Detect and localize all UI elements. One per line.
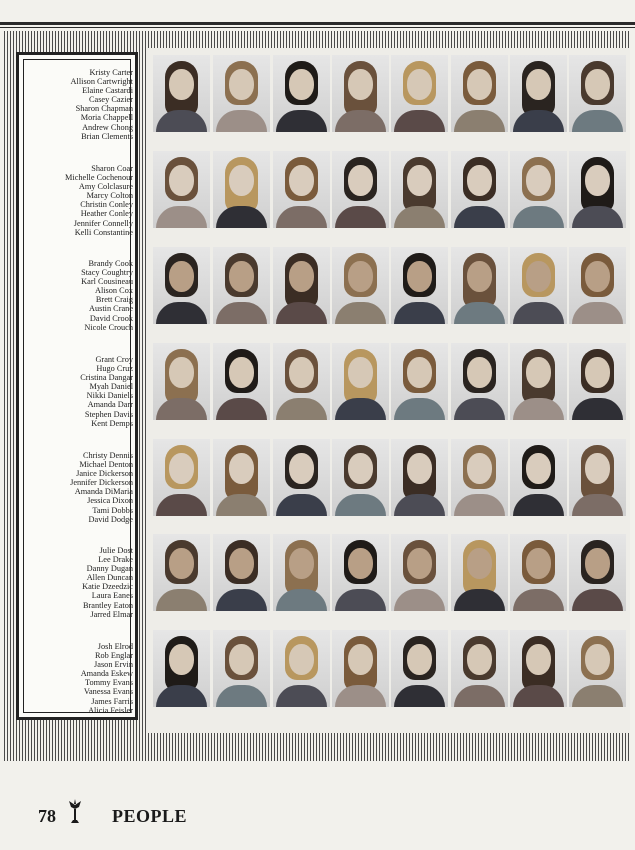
student-name: Myah Daniel xyxy=(89,382,133,392)
student-name: Amanda Eskew xyxy=(80,669,133,679)
page-number: 78 xyxy=(38,806,56,826)
student-portrait xyxy=(510,343,567,420)
name-group xyxy=(21,68,133,141)
student-name: Michelle Cochenour xyxy=(65,173,133,183)
student-portrait xyxy=(153,151,210,228)
student-portrait xyxy=(153,247,210,324)
student-portrait xyxy=(153,55,210,132)
student-name: Jessica Dixon xyxy=(87,496,133,506)
student-portrait xyxy=(332,534,389,611)
student-portrait xyxy=(213,439,270,516)
student-name: Laura Eanes xyxy=(91,591,133,601)
student-name: Andrew Chong xyxy=(82,122,133,132)
student-name: Tami Dobbs xyxy=(92,505,133,515)
student-portrait xyxy=(153,534,210,611)
student-name: Allison Cartwright xyxy=(70,77,133,87)
student-portrait xyxy=(332,55,389,132)
student-name: Vanessa Evans xyxy=(83,687,133,697)
student-name: Alicia Feisler xyxy=(88,705,133,715)
student-portrait xyxy=(332,439,389,516)
student-portrait xyxy=(391,439,448,516)
student-name: Danny Dugan xyxy=(86,564,133,574)
student-name: Nicole Crouch xyxy=(84,322,133,332)
student-portrait xyxy=(569,343,626,420)
student-portrait xyxy=(213,534,270,611)
student-name: Michael Denton xyxy=(79,460,133,470)
student-name: Rob Englar xyxy=(94,651,133,661)
name-group xyxy=(21,451,133,524)
student-name: Marcy Colton xyxy=(86,191,133,201)
student-name: Alison Cox xyxy=(94,286,133,296)
student-portrait xyxy=(391,630,448,707)
student-name: Kristy Carter xyxy=(89,68,133,77)
student-name: Brantley Eaton xyxy=(83,600,133,610)
student-name: Brett Craig xyxy=(95,295,133,305)
student-portrait xyxy=(213,630,270,707)
student-name: Karl Cousineau xyxy=(81,277,133,287)
student-portrait xyxy=(510,439,567,516)
student-name: Amanda DiMaria xyxy=(74,487,133,497)
student-name: Hugo Cruz xyxy=(96,364,133,374)
student-name: Jarred Elmar xyxy=(90,609,133,619)
student-portrait xyxy=(510,630,567,707)
section-title: PEOPLE xyxy=(112,806,188,826)
student-name: Lee Drake xyxy=(98,555,133,565)
student-name: Julie Dost xyxy=(99,546,133,555)
student-portrait xyxy=(569,534,626,611)
student-portrait xyxy=(451,247,508,324)
student-portrait xyxy=(213,343,270,420)
name-group xyxy=(21,164,133,237)
student-name: Elaine Castardi xyxy=(82,86,133,96)
student-portrait xyxy=(213,247,270,324)
student-name: Nikki Daniels xyxy=(86,391,133,401)
student-name: Christy Dennis xyxy=(82,451,133,460)
student-portrait xyxy=(510,151,567,228)
student-portrait xyxy=(273,630,330,707)
student-portrait xyxy=(510,247,567,324)
student-name: Casey Cazier xyxy=(88,95,133,105)
student-portrait xyxy=(451,343,508,420)
student-portrait xyxy=(451,534,508,611)
student-portrait xyxy=(332,630,389,707)
torch-icon xyxy=(66,799,84,825)
student-name: Stacy Coughtry xyxy=(81,268,133,278)
student-portrait xyxy=(569,247,626,324)
student-name: Allen Duncan xyxy=(86,573,133,583)
student-name: Amy Colclasure xyxy=(78,182,133,192)
student-portrait xyxy=(273,55,330,132)
student-name: Heather Conley xyxy=(80,209,133,219)
top-rule xyxy=(0,22,635,25)
student-name: Amanda Darr xyxy=(87,400,133,410)
student-portrait xyxy=(273,343,330,420)
top-rule-thin xyxy=(0,27,635,28)
student-name: Moria Chappell xyxy=(80,113,133,123)
student-portrait xyxy=(213,151,270,228)
name-group xyxy=(21,355,133,428)
student-portrait xyxy=(153,630,210,707)
student-name: Brandy Cook xyxy=(88,259,133,268)
student-portrait xyxy=(213,55,270,132)
student-portrait xyxy=(332,151,389,228)
student-portrait xyxy=(273,439,330,516)
name-group xyxy=(21,259,133,332)
student-name: Janice Dickerson xyxy=(76,469,133,479)
student-portrait xyxy=(451,630,508,707)
student-name: Katie Dzeedzic xyxy=(82,582,133,592)
student-portrait xyxy=(391,343,448,420)
student-portrait xyxy=(273,247,330,324)
student-name: Josh Elrod xyxy=(97,642,133,651)
student-portrait xyxy=(391,534,448,611)
student-portrait xyxy=(569,151,626,228)
student-portrait xyxy=(332,247,389,324)
student-name: Cristina Dangar xyxy=(80,373,133,383)
student-portrait xyxy=(569,630,626,707)
student-portrait xyxy=(153,343,210,420)
student-portrait xyxy=(391,247,448,324)
student-name: James Farris xyxy=(91,696,133,706)
student-name: Kent Demps xyxy=(91,418,133,428)
student-portrait xyxy=(391,151,448,228)
student-name: Jennifer Connelly xyxy=(73,218,133,228)
student-name: Jason Ervin xyxy=(94,660,133,670)
student-portrait xyxy=(510,534,567,611)
student-portrait xyxy=(273,534,330,611)
student-name: Stephen Davis xyxy=(84,409,133,419)
name-group xyxy=(21,546,133,619)
student-name: David Crook xyxy=(89,313,133,323)
student-name: Grant Croy xyxy=(95,355,133,364)
student-name: Sharon Coar xyxy=(91,164,133,173)
student-portrait xyxy=(569,55,626,132)
student-name: Sharon Chapman xyxy=(75,104,133,114)
student-portrait xyxy=(569,439,626,516)
student-name: Jennifer Dickerson xyxy=(70,478,133,488)
student-name: Christin Conley xyxy=(80,200,133,210)
name-group xyxy=(21,642,133,715)
student-portrait xyxy=(153,439,210,516)
student-portrait xyxy=(451,151,508,228)
student-name: Austin Crane xyxy=(88,304,133,314)
student-name: Kelli Constantine xyxy=(74,227,133,237)
student-name: David Dodge xyxy=(88,514,133,524)
student-portrait xyxy=(451,55,508,132)
names-panel xyxy=(16,52,138,720)
student-portrait xyxy=(273,151,330,228)
student-portrait xyxy=(510,55,567,132)
student-portrait xyxy=(451,439,508,516)
student-portrait xyxy=(391,55,448,132)
student-name: Brian Clements xyxy=(81,131,133,141)
student-name: Tommy Evans xyxy=(84,678,133,688)
student-portrait xyxy=(332,343,389,420)
